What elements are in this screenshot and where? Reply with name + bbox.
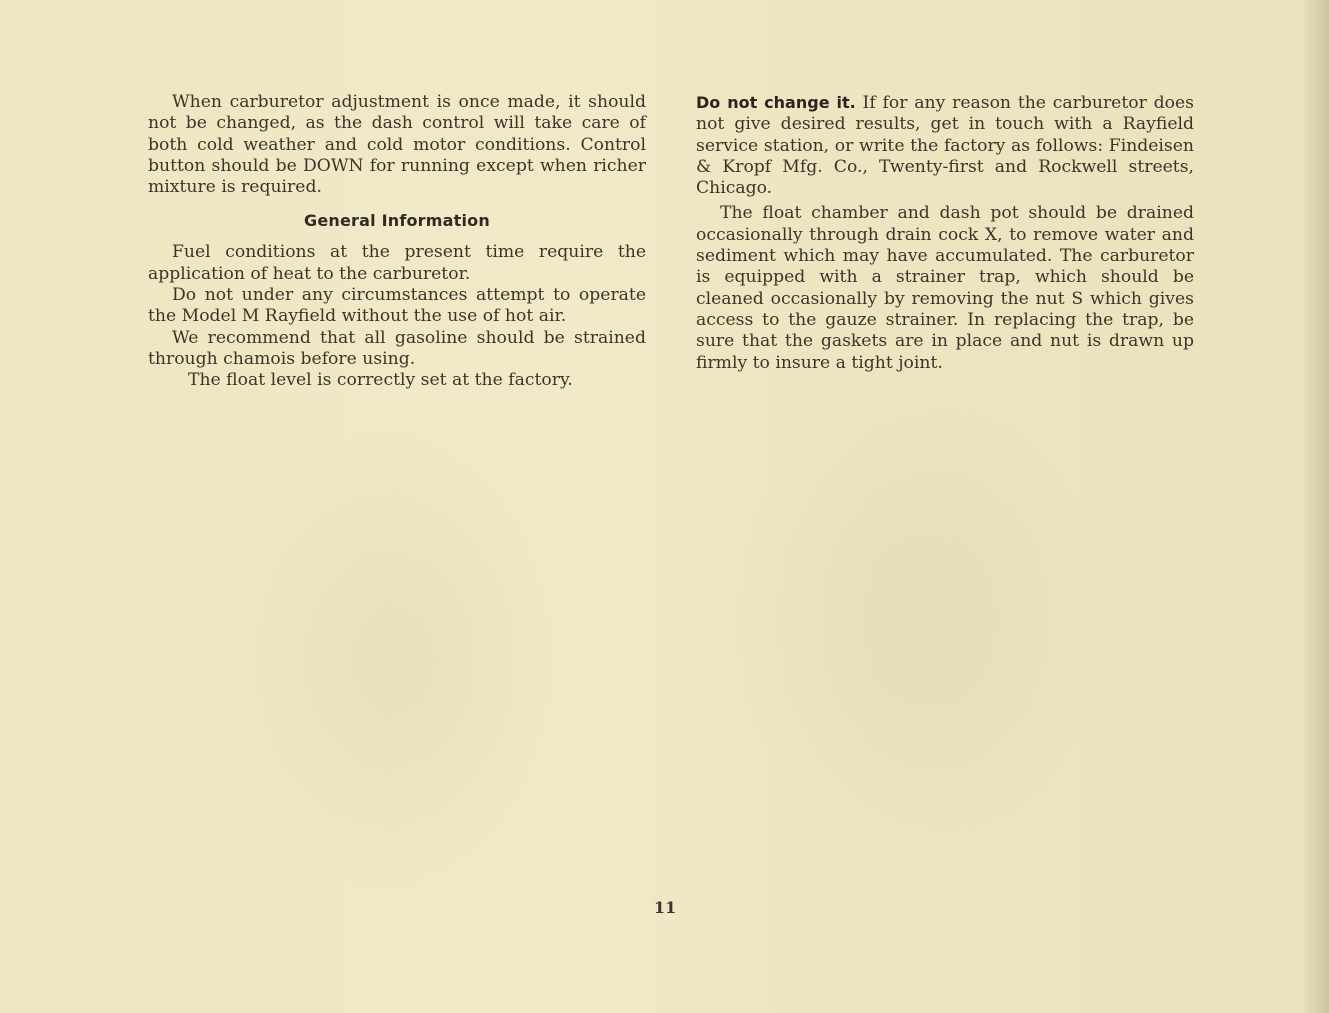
right-column bbox=[696, 92, 1194, 374]
fuel-conditions-paragraph: Fuel conditions at the present time require the application of heat to the carburetor. bbox=[148, 242, 646, 284]
intro-paragraph: When carburetor adjustment is once made, it should not be changed, as the dash control will take care of both cold weather and cold motor conditions. Control button should be DOWN for running except when richer mixture is required. bbox=[148, 92, 646, 198]
contact-paragraph bbox=[696, 92, 1194, 199]
page-edge-shadow bbox=[1301, 0, 1329, 1013]
do-not-change-lead: Do not change it. bbox=[696, 93, 856, 112]
gasoline-paragraph: We recommend that all gasoline should be strained through chamois before using. bbox=[148, 327, 646, 369]
float-level-paragraph: The float level is correctly set at the factory. bbox=[188, 370, 573, 391]
contact-text: If for any reason the carburetor does not give desired results, get in touch with a Rayfield service station, or write the factory as follows: Findeisen & Kropf Mfg. Co., Twenty-first and Rockwell streets, Chicago. bbox=[696, 93, 1195, 199]
hot-air-paragraph: Do not under any circumstances attempt to operate the Model M Rayfield without the use of hot air. bbox=[148, 285, 646, 327]
maintenance-paragraph: The float chamber and dash pot should be drained occasionally through drain cock X, to remove water and sediment which may have accumulated. The carburetor is equipped with a strainer trap, which should be cleaned occasionally by removing the nut S which gives access to the gauze strainer. In replacing the trap, be sure that the gaskets are in place and nut is drawn up firmly to insure a tight joint. bbox=[696, 203, 1194, 373]
left-column bbox=[148, 92, 646, 392]
page-number: 11 bbox=[653, 898, 677, 917]
section-heading: General Information bbox=[304, 211, 490, 231]
